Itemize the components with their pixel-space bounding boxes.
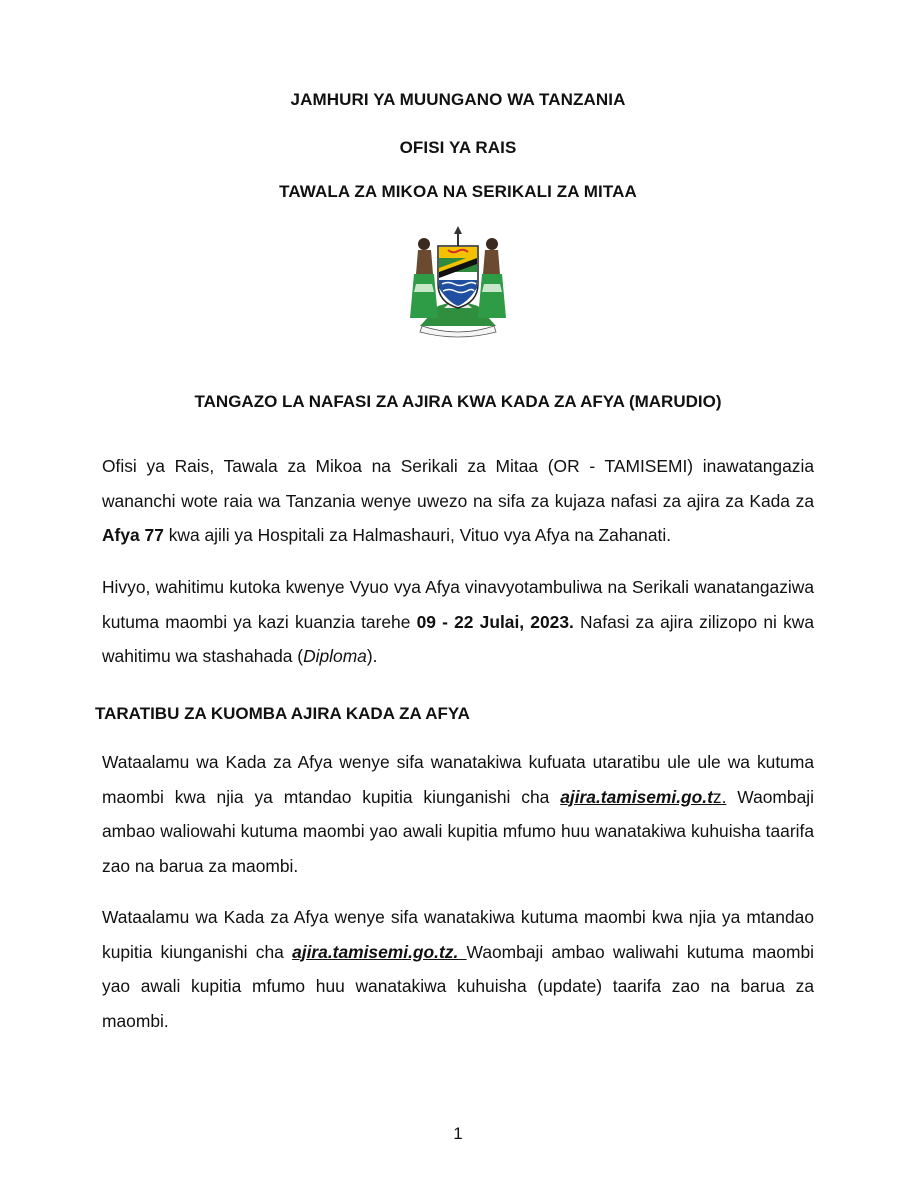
- vacancy-count: Afya 77: [102, 525, 164, 545]
- coat-of-arms-icon: [398, 222, 518, 340]
- para2-text: Hivyo, wahitimu kutoka kwenye Vyuo vya Afya vinavyotambuliwa na Serikali wanatangaziwa kutuma maombi ya kazi kuanzia tarehe: [102, 577, 814, 632]
- page-number: 1: [453, 1124, 463, 1143]
- para3-text-end: Waombaji ambao waliowahi kutuma maombi yao awali kupitia mfumo huu wanatakiwa kuhuisha taarifa zao na barua za maombi.: [102, 786, 814, 876]
- portal-link[interactable]: ajira.tamisemi.go.t: [560, 786, 713, 807]
- dates-paragraph: [102, 570, 814, 674]
- para4-text-end: Waombaji ambao waliwahi kutuma maombi yao awali kupitia mfumo huu wanatakiwa kuhuisha (update) taarifa zao na barua za maombi.: [102, 941, 814, 1031]
- header-ministry: TAWALA ZA MIKOA NA SERIKALI ZA MITAA: [279, 182, 637, 201]
- para2-text-end: ).: [366, 646, 378, 666]
- application-dates: 09 - 22 Julai, 2023.: [416, 611, 574, 632]
- section-heading: TARATIBU ZA KUOMBA AJIRA KADA ZA AFYA: [95, 704, 470, 723]
- para1-text: Ofisi ya Rais, Tawala za Mikoa na Serikali za Mitaa (OR - TAMISEMI) inawatangazia wananchi wote raia wa Tanzania wenye uwezo na sifa za kujaza nafasi za ajira za Kada za: [102, 456, 814, 511]
- para1-text-end: kwa ajili ya Hospitali za Halmashauri, Vituo vya Afya na Zahanati.: [163, 525, 672, 545]
- portal-link-2-tail[interactable]: [458, 942, 466, 962]
- header-republic: JAMHURI YA MUUNGANO WA TANZANIA: [290, 90, 626, 109]
- portal-link-2[interactable]: ajira.tamisemi.go.tz.: [292, 941, 459, 962]
- procedure-paragraph: [102, 745, 814, 883]
- portal-link-tail[interactable]: z.: [712, 786, 727, 807]
- intro-paragraph: [102, 449, 814, 553]
- para3-text: Wataalamu wa Kada za Afya wenye sifa wanatakiwa kufuata utaratibu ule ule wa kutuma maombi kwa njia ya mtandao kupitia kiunganishi cha: [102, 752, 814, 807]
- application-paragraph: [102, 900, 814, 1038]
- para4-text: Wataalamu wa Kada za Afya wenye sifa wanatakiwa kutuma maombi kwa njia ya mtandao kupitia kiunganishi cha: [102, 907, 814, 962]
- header-office: OFISI YA RAIS: [399, 138, 517, 157]
- para2-text-mid: Nafasi za ajira zilizopo ni kwa wahitimu wa stashahada (: [102, 611, 814, 666]
- announcement-title: TANGAZO LA NAFASI ZA AJIRA KWA KADA ZA AFYA (MARUDIO): [194, 392, 722, 411]
- diploma-label: Diploma: [303, 646, 367, 666]
